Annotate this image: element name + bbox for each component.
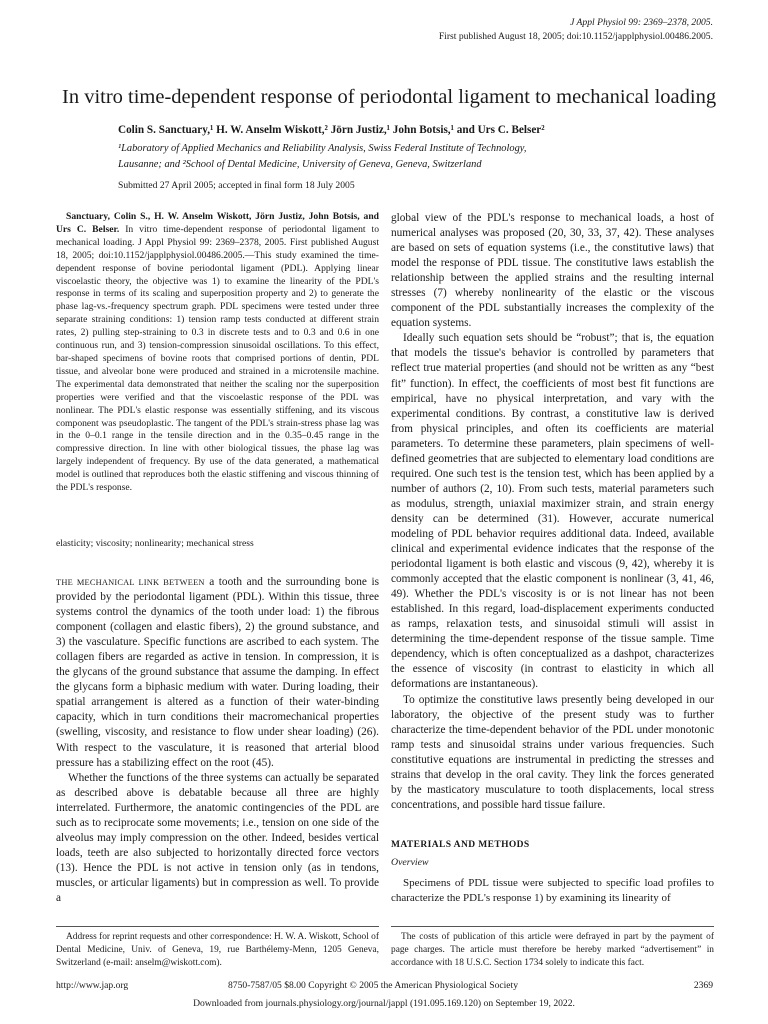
intro-paragraph-4: Ideally such equation sets should be “robust”; that is, the equation that models the tissue's behavior is controlled by parameters that reflect true material properties (and should not be written as any “best fit” function). In effect, the coefficients of most best fit functions are empirical, have no physical interpretation, and vary with the experimental conditions. By contrast, a constitutive law is derived from physical principles, and often its coefficients are material parameters. To determine these parameters, plain specimens of well-defined geometries that are subjected to elementary load conditions are required. One such test is the tension test, which has been applied by a number of authors (2, 10). From such tests, material parameters such as modulus, strength, uniaxial maximizer strain, and strain energy density can be determined (31). However, accurate numerical modeling of PDL behavior requires additional data. Indeed, available clinical and experimental evidence indicates that the response of the periodontal ligament is both elastic and viscous (9, 42), whereby it is commonly accepted that the elastic component is nonlinear (3, 41, 46, 49). Whether the PDL's viscosity is or is not linear has not been established. In this regard, load-displacement experiments conducted as ramps, relaxation tests, and sinusoidal stimuli will assist in determining the time-dependent response of the tissue sample. Time dependency, which is often conceptualized as a dashpot, characterizes the essence of viscosity (in contrast to elasticity in which all deformations are instantaneous).: [391, 332, 714, 691]
abstract-text: In vitro time-dependent response of periodontal ligament to mechanical loading. J Appl Physiol 99: 2369–2378, 2005. First published August 18, 2005; doi:10.1152/japplphysiol.00486.2005.—This study examined the time-dependent response of bovine periodontal ligament (PDL). Applying linear viscoelastic theory, the objective was 1) to examine the linearity of the PDL's response in terms of its scaling and superposition property and 2) to generate the phase lag-vs.-frequency spectrum graph. PDL specimens were tested under three separate straining conditions: 1) tension ramp tests conducted at different strain rates, 2) pulling step-straining to 0.3 in discrete tests and to 0.3 and 0.6 in one continuous run, and 3) tension-compression sinusoidal oscillations. To this effect, bar-shaped specimens of bovine roots that comprised portions of dentin, PDL tissue, and alveolar bone were produced and strained in a microtensile machine. The experimental data demonstrated that neither the scaling nor the superposition properties were verified and that the viscoelastic response of the PDL was nonlinear. The PDL's elastic response was essentially stiffening, and its viscous component was pseudoplastic. The tangent of the PDL's strain-stress phase lag was in the 0–0.1 range in the tensile direction and in the 0.35–0.45 range in the compressive direction. In line with other biological tissues, the phase lag was largely independent of frequency. By use of the data generated, a mathematical model is outlined that reproduces both the elastic stiffening and viscous thinning of the PDL's response.: [56, 223, 380, 494]
journal-url-link[interactable]: http://www.jap.org: [56, 980, 129, 991]
article-title: In vitro time-dependent response of periodontal ligament to mechanical loading: [62, 86, 717, 108]
affiliation-line-2: Lausanne; and ²School of Dental Medicine, University of Geneva, Geneva, Switzerland: [118, 159, 482, 170]
doi-line: First published August 18, 2005; doi:10.1152/japplphysiol.00486.2005.: [438, 31, 713, 42]
abstract-citation-authors: Sanctuary, Colin S., H. W. Anselm Wiskott, Jörn Justiz, John Botsis, and Urs C. Belser.: [56, 211, 379, 235]
intro-paragraph-5: To optimize the constitutive laws presently being developed in our laboratory, the objective of the present study was to further characterize the time-dependent behavior of the PDL under monotonic ramp tests and sinusoidal strains under various frequencies. Such constitutive equations are instrumental in predicting the stresses and strains that develop in the oral cavity. They link the forces generated by the masticatory musculature to tooth displacements, local stress concentrations, and possible hard tissue failure.: [391, 693, 714, 811]
methods-paragraph: Specimens of PDL tissue were subjected to specific load profiles to characterize the PDL's response 1) by examining its linearity of: [391, 877, 714, 904]
intro-paragraph-1: [56, 575, 379, 771]
subsection-heading-overview: Overview: [391, 857, 429, 868]
copyright-line: 8750-7587/05 $8.00 Copyright © 2005 the American Physiological Society: [228, 980, 519, 991]
intro-paragraph-1-text: a tooth and the surrounding bone is provided by the periodontal ligament (PDL). Within this tissue, three systems control the dynamics of the tooth under load: 1) the fibrous component (collagen and elastic fibers), 2) the ground substance, and 3) the vasculature. Specific functions are ascribed to each system. The collagen fibers are regarded as active in tension. In compression, it is the glycans of the ground substance that assume the damping. In effect the glycans form a biphasic medium with water. During loading, their spatial arrangement is altered as a function of their water-binding capacity, which in turn conditions their macromechanical properties (swelling, viscosity, and resistance to flow under shear loading) (26). With respect to the vasculature, it is reasoned that arterial blood pressure has a stabilizing effect on the root (45).: [56, 576, 379, 769]
journal-reference: [439, 16, 713, 44]
page-charges-footnote: The costs of publication of this article were defrayed in part by the payment of page charges. The article must therefore be hereby marked “advertisement” in accordance with 18 U.S.C. Section 1734 solely to indicate this fact.: [391, 926, 714, 970]
lead-in-smallcaps: THE MECHANICAL LINK BETWEEN: [56, 578, 205, 587]
intro-paragraph-2: Whether the functions of the three systems can actually be separated as described above is debatable because all three are highly interrelated. Furthermore, the anatomic contingencies of the PDL are such as to reciprocate some movements; i.e., tension on one side of the alveolus may imply compression on the other. Indeed, besides vertical loads, teeth are also subjected to horizontally directed force vectors (13). Hence the PDL is not active in tension only (as in tendons, muscles, or articular ligaments) but in compression as well. To provide a: [56, 771, 379, 904]
journal-citation: J Appl Physiol 99: 2369–2378, 2005.: [570, 17, 713, 28]
download-notice: Downloaded from journals.physiology.org/journal/jappl (191.095.169.120) on September 19, 2022.: [193, 998, 575, 1009]
affiliation-line-1: ¹Laboratory of Applied Mechanics and Reliability Analysis, Swiss Federal Institute of Technology,: [118, 143, 527, 154]
body-column-right: [391, 211, 714, 813]
section-heading-methods: MATERIALS AND METHODS: [391, 840, 530, 850]
page-number: 2369: [693, 980, 713, 991]
abstract: [56, 211, 379, 495]
body-column-left: [56, 575, 379, 906]
correspondence-footnote: Address for reprint requests and other correspondence: H. W. A. Wiskott, School of Dental Medicine, Univ. of Geneva, 19, rue Barthélemy-Menn, 1205 Geneva, Switzerland (e-mail: anselm@wiskott.com).: [56, 926, 379, 970]
author-list: Colin S. Sanctuary,¹ H. W. Anselm Wiskott,² Jörn Justiz,¹ John Botsis,¹ and Urs C. Belser²: [118, 124, 545, 136]
keywords: elasticity; viscosity; nonlinearity; mechanical stress: [56, 538, 254, 549]
submission-dates: Submitted 27 April 2005; accepted in final form 18 July 2005: [118, 180, 355, 191]
intro-paragraph-3: global view of the PDL's response to mechanical loads, a host of numerical analyses was proposed (20, 30, 33, 37, 42). These analyses are based on sets of equation systems (i.e., the constitutive laws) that model the response of PDL tissue. The constitutive laws establish the relationship between the applied strains and the resulting internal stresses (7) whereby nonlinearity of the elastic or the viscous component of the PDL substantially increases the complexity of the equation systems.: [391, 212, 714, 330]
affiliations: [118, 141, 718, 173]
